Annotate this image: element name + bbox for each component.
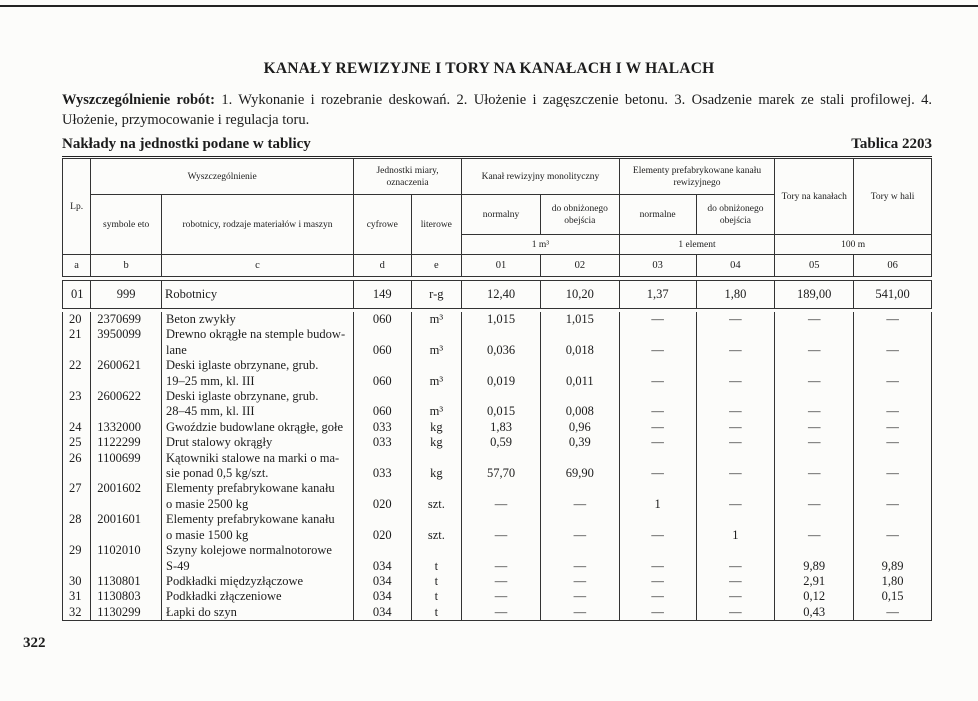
- cell-name-line: o masie 1500 kg: [166, 527, 249, 542]
- header-do-obnizonego-1: do obniżonego obejścia: [540, 195, 619, 235]
- cell-value: 9,89: [854, 543, 932, 574]
- col-letter: 01: [462, 255, 541, 277]
- cell-literowe: t: [411, 605, 462, 621]
- cell-value: —: [619, 312, 696, 327]
- cell-value: —: [462, 574, 541, 589]
- cell-name: Robotnicy: [162, 281, 354, 309]
- subheading-bar: [62, 136, 932, 157]
- cell-name: [162, 451, 354, 482]
- cell-lp: 29: [63, 543, 91, 574]
- cell-value: —: [540, 589, 619, 604]
- cell-value: —: [619, 327, 696, 358]
- cell-value: —: [619, 435, 696, 450]
- cell-value: —: [854, 605, 932, 621]
- cell-name-line: Gwoździe budowlane okrągłe, gołe: [166, 419, 344, 434]
- cell-value: 0,011: [540, 358, 619, 389]
- cell-symbol: 3950099: [91, 327, 162, 358]
- cell-value: 0,59: [462, 435, 541, 450]
- header-tory-kanal: Tory na kanałach: [775, 159, 854, 235]
- cell-value: —: [619, 589, 696, 604]
- cell-value: —: [696, 435, 775, 450]
- cell-value: 0,12: [775, 589, 854, 604]
- header-tory-hali: Tory w hali: [854, 159, 932, 235]
- col-letter: 03: [619, 255, 696, 277]
- cell-name-line: Szyny kolejowe normalnotorowe: [166, 543, 332, 558]
- cell-value: —: [619, 605, 696, 621]
- cell-name-line: o masie 2500 kg: [166, 496, 249, 511]
- cell-value: —: [696, 481, 775, 512]
- cell-lp: 21: [63, 327, 91, 358]
- cell-value: 0,15: [854, 589, 932, 604]
- cell-value: —: [854, 312, 932, 327]
- cell-value: 1,015: [540, 312, 619, 327]
- header-kanal-monolityczny: Kanał rewizyjny monolityczny: [462, 159, 620, 195]
- cell-symbol: 999: [91, 281, 162, 309]
- cell-cyfrowe: 060: [353, 312, 411, 327]
- cell-value: 1: [696, 512, 775, 543]
- cell-name: [162, 512, 354, 543]
- cell-symbol: 1100699: [91, 451, 162, 482]
- cell-value: 0,036: [462, 327, 541, 358]
- cell-cyfrowe: 060: [353, 389, 411, 420]
- cell-value: 0,019: [462, 358, 541, 389]
- cell-value: —: [462, 605, 541, 621]
- cell-value: —: [619, 543, 696, 574]
- cell-literowe: m³: [411, 327, 462, 358]
- cell-symbol: 2001602: [91, 481, 162, 512]
- cell-value: —: [696, 327, 775, 358]
- cell-lp: 25: [63, 435, 91, 450]
- cell-literowe: m³: [411, 312, 462, 327]
- cell-cyfrowe: 033: [353, 451, 411, 482]
- cell-cyfrowe: 020: [353, 512, 411, 543]
- cell-value: —: [540, 481, 619, 512]
- cell-value: —: [696, 605, 775, 621]
- table-row: [63, 327, 932, 358]
- cell-name-line: Podkładki międzyzłączowe: [166, 573, 304, 588]
- cell-symbol: 1130803: [91, 589, 162, 604]
- cell-name: [162, 327, 354, 358]
- table-row: [63, 312, 932, 327]
- cell-value: —: [540, 574, 619, 589]
- cell-name-line: sie ponad 0,5 kg/szt.: [166, 466, 269, 481]
- cell-value: 57,70: [462, 451, 541, 482]
- cell-symbol: 1102010: [91, 543, 162, 574]
- top-rule: [0, 5, 978, 7]
- cell-name-line: Elementy prefabrykowane kanału: [166, 512, 335, 527]
- header-do-obnizonego-2: do obniżonego obejścia: [696, 195, 775, 235]
- header-unit-m3: 1 m³: [462, 235, 620, 255]
- cell-value: —: [462, 543, 541, 574]
- cell-lp: 26: [63, 451, 91, 482]
- cell-value: —: [696, 358, 775, 389]
- cell-value: —: [619, 389, 696, 420]
- col-letter: b: [91, 255, 162, 277]
- header-robotnicy-rodzaje: robotnicy, rodzaje materiałów i maszyn: [162, 195, 354, 255]
- cell-symbol: 1332000: [91, 420, 162, 435]
- cell-literowe: r-g: [411, 281, 462, 309]
- cell-name-line: lane: [166, 342, 187, 357]
- cell-name: [162, 605, 354, 621]
- cell-cyfrowe: 034: [353, 589, 411, 604]
- cell-value: —: [696, 451, 775, 482]
- cell-value: 12,40: [462, 281, 541, 309]
- cell-value: 0,008: [540, 389, 619, 420]
- table-row: [63, 435, 932, 450]
- cell-value: —: [854, 481, 932, 512]
- col-letter: 06: [854, 255, 932, 277]
- cell-lp: 22: [63, 358, 91, 389]
- cell-value: 189,00: [775, 281, 854, 309]
- cell-cyfrowe: 149: [353, 281, 411, 309]
- cell-value: —: [696, 543, 775, 574]
- cell-value: 0,018: [540, 327, 619, 358]
- cell-cyfrowe: 034: [353, 605, 411, 621]
- cell-lp: 24: [63, 420, 91, 435]
- cell-value: 1,015: [462, 312, 541, 327]
- table-number: Tablica 2203: [851, 136, 932, 152]
- cell-symbol: 2001601: [91, 512, 162, 543]
- cell-name-line: Podkładki złączeniowe: [166, 589, 282, 604]
- table-row-robotnicy: [63, 281, 932, 309]
- table-row: [63, 589, 932, 604]
- cell-symbol: 1122299: [91, 435, 162, 450]
- cell-name: [162, 574, 354, 589]
- col-letter: a: [63, 255, 91, 277]
- cell-value: —: [696, 420, 775, 435]
- cell-value: —: [619, 420, 696, 435]
- table-row: [63, 605, 932, 621]
- cell-value: —: [775, 435, 854, 450]
- cell-literowe: kg: [411, 435, 462, 450]
- cell-literowe: t: [411, 574, 462, 589]
- table-row: [63, 574, 932, 589]
- cell-value: —: [696, 589, 775, 604]
- cell-lp: 28: [63, 512, 91, 543]
- page-number: 322: [23, 635, 46, 651]
- cell-value: —: [854, 327, 932, 358]
- table-row: [63, 358, 932, 389]
- table-row: [63, 451, 932, 482]
- cell-literowe: kg: [411, 451, 462, 482]
- cell-cyfrowe: 034: [353, 543, 411, 574]
- cell-name-line: Deski iglaste obrzynane, grub.: [166, 389, 319, 404]
- cell-value: 0,015: [462, 389, 541, 420]
- cell-value: 9,89: [775, 543, 854, 574]
- cell-literowe: szt.: [411, 481, 462, 512]
- cell-value: —: [854, 420, 932, 435]
- cell-lp: 23: [63, 389, 91, 420]
- column-letters-row: [63, 255, 932, 277]
- col-letter: 02: [540, 255, 619, 277]
- cell-value: —: [854, 435, 932, 450]
- header-jednostki: Jednostki miary, oznaczenia: [353, 159, 461, 195]
- col-letter: 05: [775, 255, 854, 277]
- cell-value: —: [540, 605, 619, 621]
- cell-name-line: S-49: [166, 558, 190, 573]
- cell-value: 69,90: [540, 451, 619, 482]
- cell-value: —: [696, 312, 775, 327]
- works-description: [62, 90, 932, 130]
- cell-name-line: Beton zwykły: [166, 312, 236, 326]
- cell-name-line: 28–45 mm, kl. III: [166, 404, 255, 419]
- page-title: KANAŁY REWIZYJNE I TORY NA KANAŁACH I W HALACH: [263, 60, 715, 77]
- cell-value: 1,80: [854, 574, 932, 589]
- cell-value: —: [775, 389, 854, 420]
- cell-literowe: szt.: [411, 512, 462, 543]
- cell-name-line: Elementy prefabrykowane kanału: [166, 481, 335, 496]
- cell-value: —: [462, 481, 541, 512]
- header-wyszczegolnienie: Wyszczególnienie: [91, 159, 354, 195]
- header-normalny: normalny: [462, 195, 541, 235]
- cell-value: 0,96: [540, 420, 619, 435]
- header-lp: Lp.: [63, 159, 91, 255]
- cell-literowe: kg: [411, 420, 462, 435]
- cell-name: [162, 589, 354, 604]
- table-row: [63, 481, 932, 512]
- cell-cyfrowe: 033: [353, 435, 411, 450]
- cell-symbol: 2600621: [91, 358, 162, 389]
- cell-value: —: [775, 512, 854, 543]
- table-row: [63, 543, 932, 574]
- cell-value: —: [775, 358, 854, 389]
- description-label: Wyszczególnienie robót:: [62, 92, 215, 108]
- table-row: [63, 420, 932, 435]
- cell-value: —: [854, 451, 932, 482]
- cell-value: —: [619, 451, 696, 482]
- cell-name: [162, 435, 354, 450]
- cell-name: [162, 481, 354, 512]
- cell-value: 1,37: [619, 281, 696, 309]
- cell-value: —: [854, 512, 932, 543]
- cell-name-line: Drewno okrągłe na stemple budow-: [166, 327, 346, 342]
- cell-cyfrowe: 060: [353, 327, 411, 358]
- cell-value: —: [540, 512, 619, 543]
- cell-lp: 31: [63, 589, 91, 604]
- cell-value: —: [775, 327, 854, 358]
- cell-value: —: [462, 512, 541, 543]
- col-letter: d: [353, 255, 411, 277]
- cell-value: 1,83: [462, 420, 541, 435]
- cell-name-line: Łapki do szyn: [166, 604, 237, 619]
- cell-symbol: 2370699: [91, 312, 162, 327]
- cell-value: —: [696, 389, 775, 420]
- header-normalne: normalne: [619, 195, 696, 235]
- cell-cyfrowe: 020: [353, 481, 411, 512]
- cell-symbol: 1130299: [91, 605, 162, 621]
- cell-value: —: [775, 420, 854, 435]
- cell-symbol: 1130801: [91, 574, 162, 589]
- cell-value: 1: [619, 481, 696, 512]
- cell-lp: 27: [63, 481, 91, 512]
- cell-literowe: m³: [411, 389, 462, 420]
- cell-value: —: [775, 312, 854, 327]
- cell-value: 2,91: [775, 574, 854, 589]
- table-row: [63, 512, 932, 543]
- cell-name-line: Drut stalowy okrągły: [166, 435, 273, 450]
- cell-name-line: 19–25 mm, kl. III: [166, 373, 255, 388]
- cell-name: [162, 543, 354, 574]
- subheading: Nakłady na jednostki podane w tablicy: [62, 136, 311, 152]
- cell-value: —: [462, 589, 541, 604]
- cell-value: —: [696, 574, 775, 589]
- cell-name: [162, 420, 354, 435]
- header-literowe: literowe: [411, 195, 462, 255]
- cell-cyfrowe: 060: [353, 358, 411, 389]
- cell-name-line: Deski iglaste obrzynane, grub.: [166, 358, 319, 373]
- description-text: 1. Wykonanie i rozebranie deskowań. 2. Ułożenie i zagęszczenie betonu. 3. Osadzenie marek ze stali profilowej. 4. Ułożenie, przymocowanie i regulacja toru.: [62, 92, 932, 128]
- cell-name: [162, 358, 354, 389]
- cell-symbol: 2600622: [91, 389, 162, 420]
- cell-value: 541,00: [854, 281, 932, 309]
- cell-value: 10,20: [540, 281, 619, 309]
- col-letter: 04: [696, 255, 775, 277]
- norms-table: [62, 158, 932, 621]
- cell-literowe: t: [411, 543, 462, 574]
- cell-value: —: [619, 512, 696, 543]
- cell-literowe: m³: [411, 358, 462, 389]
- cell-value: —: [619, 358, 696, 389]
- cell-lp: 32: [63, 605, 91, 621]
- cell-name-line: Kątowniki stalowe na marki o ma-: [166, 450, 340, 465]
- cell-value: —: [854, 389, 932, 420]
- cell-name: [162, 389, 354, 420]
- cell-value: —: [854, 358, 932, 389]
- cell-lp: 20: [63, 312, 91, 327]
- table-row: [63, 389, 932, 420]
- col-letter: e: [411, 255, 462, 277]
- cell-cyfrowe: 033: [353, 420, 411, 435]
- cell-lp: 01: [63, 281, 91, 309]
- cell-name: [162, 312, 354, 327]
- cell-value: —: [775, 451, 854, 482]
- header-unit-100m: 100 m: [775, 235, 932, 255]
- cell-cyfrowe: 034: [353, 574, 411, 589]
- cell-value: —: [540, 543, 619, 574]
- header-elementy-prefabrykowane: Elementy prefabrykowane kanału rewizyjnego: [619, 159, 775, 195]
- cell-literowe: t: [411, 589, 462, 604]
- cell-value: 0,39: [540, 435, 619, 450]
- cell-value: —: [619, 574, 696, 589]
- cell-lp: 30: [63, 574, 91, 589]
- header-cyfrowe: cyfrowe: [353, 195, 411, 255]
- cell-value: —: [775, 481, 854, 512]
- col-letter: c: [162, 255, 354, 277]
- header-symbole: symbole eto: [91, 195, 162, 255]
- header-unit-element: 1 element: [619, 235, 775, 255]
- cell-value: 1,80: [696, 281, 775, 309]
- cell-value: 0,43: [775, 605, 854, 621]
